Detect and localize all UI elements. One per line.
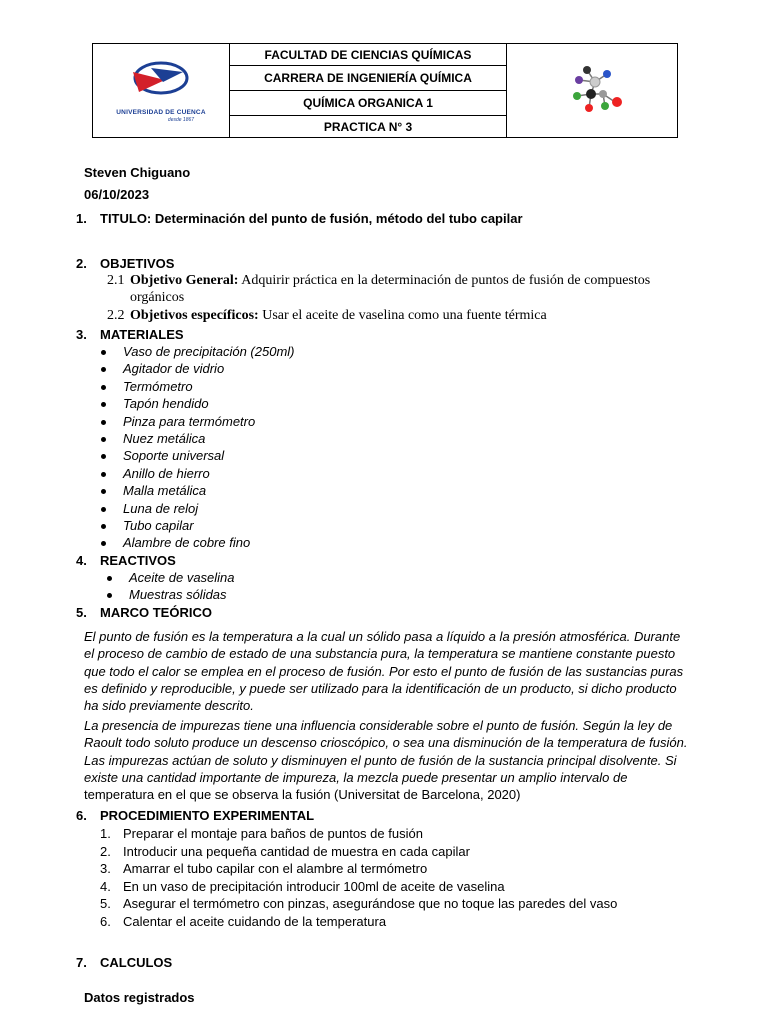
list-item: Tapón hendido — [100, 395, 500, 412]
paragraph-line: El punto de fusión es la temperatura a la cual un sólido pasa a líquido a la presión atmosférica. Durante — [84, 629, 681, 644]
objective-specific-text: Usar el aceite de vaselina como una fuente térmica — [262, 308, 547, 323]
bullet-icon — [101, 472, 106, 477]
logo-subtext: desde 1867 — [167, 117, 195, 123]
list-item: 4. En un vaso de precipitación introducir 100ml de aceite de vaselina — [100, 878, 505, 894]
university-logo-cell — [93, 44, 230, 138]
list-item: Aceite de vaselina — [106, 569, 506, 586]
bullet-icon — [101, 507, 106, 512]
paragraph-line: existe una cantidad importante de impureza, la mezcla puede presentar un amplio intervalo de — [84, 769, 628, 785]
section-title-titulo: TITULO: Determinación del punto de fusión, método del tubo capilar — [100, 211, 523, 226]
bullet-icon — [107, 576, 112, 581]
list-item: 6. Calentar el aceite cuidando de la temperatura — [100, 913, 387, 929]
objective-number: 2.1 — [107, 273, 125, 288]
list-item: 5. Asegurar el termómetro con pinzas, asegurándose que no toque las paredes del vaso — [100, 896, 618, 912]
paragraph-line: ha sido previamente descrito. — [84, 698, 254, 714]
section-num: 5. — [76, 605, 87, 620]
objective-specific — [130, 308, 547, 324]
logo-text: UNIVERSIDAD DE CUENCA — [116, 109, 206, 116]
list-item: Luna de reloj — [100, 500, 500, 517]
molecule-icon — [565, 60, 625, 120]
objective-specific-label: Objetivos específicos: — [130, 308, 259, 323]
list-item: Alambre de cobre fino — [100, 534, 500, 551]
section-num: 4. — [76, 553, 87, 568]
list-item: Termómetro — [100, 378, 500, 395]
section-title-materiales: MATERIALES — [100, 327, 184, 342]
section-num: 6. — [76, 808, 87, 823]
theory-paragraph-1 — [84, 628, 683, 714]
objective-general-text-cont: orgánicos — [130, 290, 185, 305]
section-num: 1. — [76, 211, 87, 226]
list-item: 2. Introducir una pequeña cantidad de muestra en cada capilar — [100, 843, 470, 859]
section-title-procedimiento: PROCEDIMIENTO EXPERIMENTAL — [100, 808, 315, 823]
author-name: Steven Chiguano — [84, 165, 191, 180]
section-num: 2. — [76, 256, 87, 271]
bullet-icon — [101, 350, 106, 355]
list-item: 3. Amarrar el tubo capilar con el alambre al termómetro — [100, 861, 428, 877]
paragraph-line: La presencia de impurezas tiene una influencia considerable sobre el punto de fusión. Según la ley de — [84, 718, 673, 733]
bullet-icon — [101, 385, 106, 390]
course-cell: QUÍMICA ORGANICA 1 — [230, 91, 507, 116]
list-item: Tubo capilar — [100, 517, 500, 534]
faculty-cell: FACULTAD DE CIENCIAS QUÍMICAS — [230, 44, 507, 66]
section-title-objetivos: OBJETIVOS — [100, 256, 175, 271]
data-recorded-title: Datos registrados — [84, 990, 195, 1005]
procedure-steps — [100, 825, 740, 931]
list-item: 1. Preparar el montaje para baños de puntos de fusión — [100, 826, 423, 841]
section-title-calculos: CALCULOS — [100, 955, 173, 970]
header-table — [92, 43, 678, 138]
objective-general — [130, 273, 690, 289]
career-cell: CARRERA DE INGENIERÍA QUÍMICA — [230, 66, 507, 91]
list-item: Agitador de vidrio — [100, 360, 500, 377]
section-num: 7. — [76, 955, 87, 970]
list-item: Muestras sólidas — [106, 586, 506, 603]
practice-cell: PRACTICA N° 3 — [230, 116, 507, 138]
paragraph-line: el proceso de cambio de estado de una substancia pura, la temperatura se mantiene constante puesto — [84, 646, 676, 662]
university-logo — [103, 58, 219, 123]
reagents-list — [106, 569, 506, 604]
paragraph-line: es definido y reproducible, y puede ser utilizado para la identificación de un producto, si dicho producto — [84, 680, 677, 696]
bullet-icon — [101, 437, 106, 442]
section-title-reactivos: REACTIVOS — [100, 553, 176, 568]
list-item: Vaso de precipitación (250ml) — [100, 343, 500, 360]
paragraph-line: Raoult todo soluto produce un descenso crioscópico, o sea una disminución de la temperatura de fusión. — [84, 735, 688, 751]
document-date: 06/10/2023 — [84, 187, 150, 202]
list-item: Anillo de hierro — [100, 465, 500, 482]
molecule-image-cell — [507, 44, 678, 138]
list-item: Malla metálica — [100, 482, 500, 499]
paragraph-line: que todo el calor se emplea en el proceso de fusión. Por esto el punto de fusión de las sustancias puras — [84, 663, 684, 679]
list-item: Soporte universal — [100, 447, 500, 464]
paragraph-line: temperatura en el que se observa la fusión (Universitat de Barcelona, 2020) — [84, 787, 521, 803]
materials-list — [100, 343, 500, 552]
section-title-marco-teorico: MARCO TEÓRICO — [100, 605, 212, 620]
objective-general-label: Objetivo General: — [130, 273, 239, 288]
objective-general-text: Adquirir práctica en la determinación de puntos de fusión de compuestos — [241, 273, 651, 288]
objective-number: 2.2 — [107, 308, 125, 323]
list-item: Pinza para termómetro — [100, 413, 500, 430]
bullet-icon — [101, 524, 106, 529]
section-num: 3. — [76, 327, 87, 342]
theory-paragraph-2 — [84, 717, 687, 803]
paragraph-line: Las impurezas actúan de soluto y disminuyen el punto de fusión de la sustancia principal disolvente. Si — [84, 752, 677, 768]
university-logo-icon — [103, 58, 219, 104]
list-item: Nuez metálica — [100, 430, 500, 447]
bullet-icon — [101, 420, 106, 425]
